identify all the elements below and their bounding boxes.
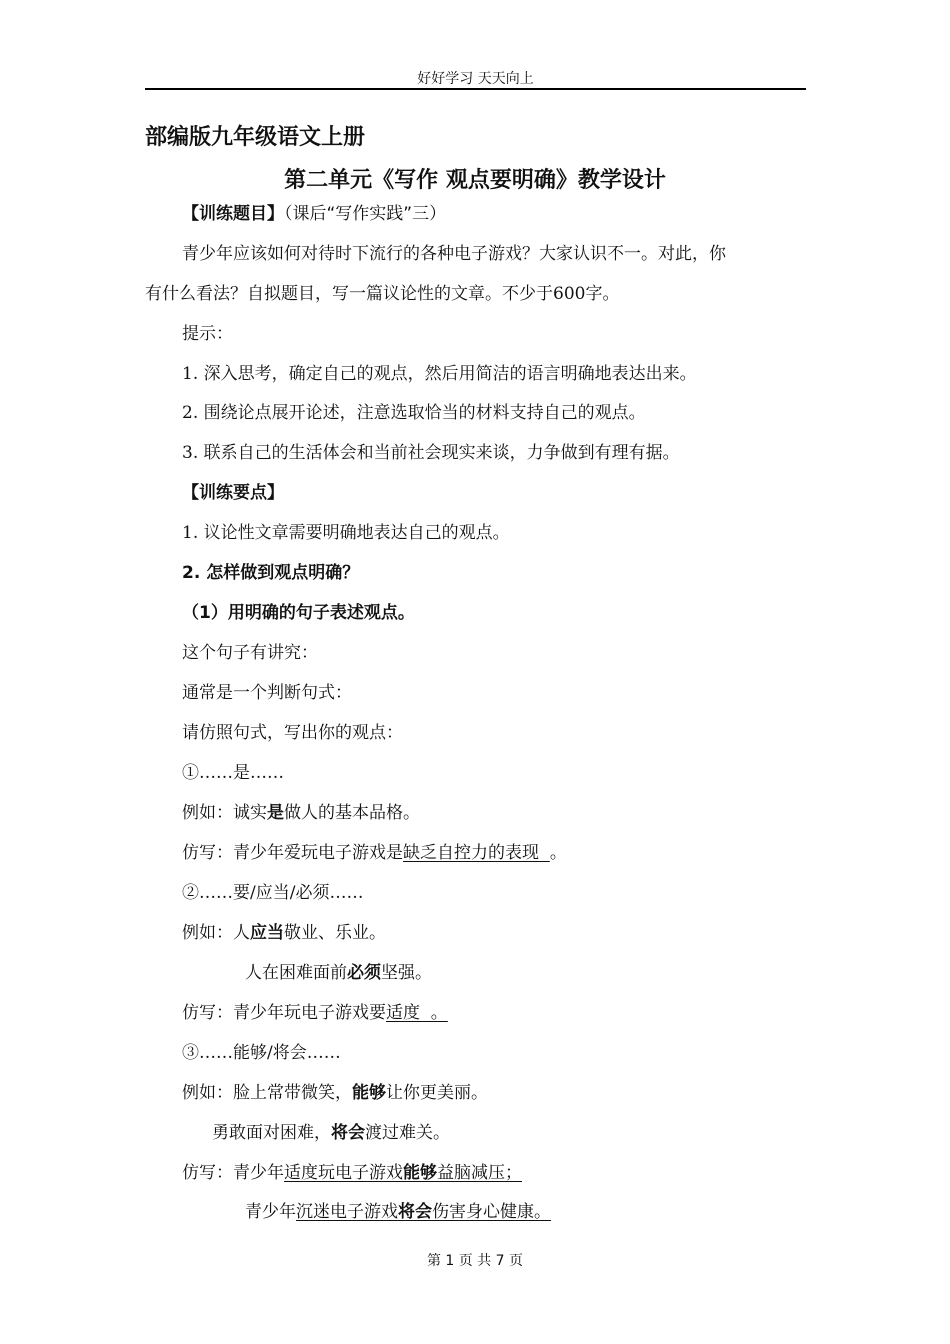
- text-span: 益脑减压；: [437, 1163, 522, 1183]
- text-span: 仿写：青少年爱玩电子游戏是: [182, 843, 403, 863]
- answer-blank: [284, 1163, 522, 1183]
- text-span: 仿写：青少年玩电子游戏要: [182, 1003, 386, 1023]
- keyword: 能够: [403, 1163, 437, 1183]
- keyword: 将会: [398, 1202, 432, 1222]
- text-span: 仿写：青少年: [182, 1163, 284, 1183]
- training-topic-source: （课后“写作实践”三）: [284, 204, 447, 224]
- header-rule: [145, 88, 806, 90]
- pattern-3-example-1: [182, 1082, 488, 1104]
- pattern-1-heading: ①……是……: [182, 763, 284, 783]
- text-span: 青少年: [245, 1202, 296, 1222]
- text-span: 例如：脸上常带微笑，: [182, 1083, 352, 1103]
- text-span: 人在困难面前: [245, 963, 347, 983]
- keyword: 应当: [250, 923, 284, 943]
- text-span: 。: [549, 843, 567, 863]
- answer-blank: [296, 1202, 551, 1222]
- text-line: 请仿照句式，写出你的观点：: [182, 723, 403, 743]
- point-1: 1. 议论性文章需要明确地表达自己的观点。: [182, 523, 510, 543]
- text-line: 通常是一个判断句式：: [182, 683, 352, 703]
- training-topic-heading: [182, 203, 446, 225]
- text-span: 做人的基本品格。: [284, 803, 420, 823]
- page-header: 好好学习 天天向上: [417, 71, 534, 87]
- pattern-2-example-1: [182, 922, 386, 944]
- text-span: 适度玩电子游戏: [284, 1163, 403, 1183]
- pattern-2-imitation: [182, 1002, 448, 1024]
- text-span: 例如：诚实: [182, 803, 267, 823]
- text-span: 例如：人: [182, 923, 250, 943]
- pattern-3-imitation-2: [245, 1201, 551, 1223]
- hint-item-3: 3. 联系自己的生活体会和当前社会现实来谈，力争做到有理有据。: [182, 443, 680, 463]
- answer-blank: 适度 。: [386, 1003, 448, 1023]
- training-topic-label: 【训练题目】: [182, 204, 284, 224]
- keyword: 是: [267, 803, 284, 823]
- text-span: 坚强。: [381, 963, 432, 983]
- topic-paragraph-line-1: 青少年应该如何对待时下流行的各种电子游戏？大家认识不一。对此，你: [182, 244, 726, 264]
- page-footer: 第 1 页 共 7 页: [426, 1253, 524, 1269]
- pattern-3-example-2: [212, 1122, 450, 1144]
- pattern-3-heading: ③……能够/将会……: [182, 1043, 341, 1063]
- answer-blank: 缺乏自控力的表现: [403, 843, 550, 863]
- pattern-1-example: [182, 802, 420, 824]
- pattern-2-heading: ②……要/应当/必须……: [182, 883, 364, 903]
- text-line: 这个句子有讲究：: [182, 643, 318, 663]
- text-span: 渡过难关。: [365, 1123, 450, 1143]
- keyword: 必须: [347, 963, 381, 983]
- pattern-2-example-2: [245, 962, 432, 984]
- text-span: 让你更美丽。: [386, 1083, 488, 1103]
- keyword: 能够: [352, 1083, 386, 1103]
- text-span: 勇敢面对困难，: [212, 1123, 331, 1143]
- hint-label: 提示：: [182, 324, 233, 344]
- text-span: 沉迷电子游戏: [296, 1202, 398, 1222]
- subpoint-1: （1）用明确的句子表述观点。: [182, 603, 415, 623]
- topic-paragraph-line-2: 有什么看法？自拟题目，写一篇议论性的文章。不少于600字。: [145, 284, 620, 304]
- text-span: 敬业、乐业。: [284, 923, 386, 943]
- text-span: 伤害身心健康。: [432, 1202, 551, 1222]
- pattern-3-imitation-1: [182, 1162, 522, 1184]
- document-title: 部编版九年级语文上册: [145, 125, 366, 150]
- training-points-heading: 【训练要点】: [182, 483, 284, 503]
- keyword: 将会: [331, 1123, 365, 1143]
- hint-item-2: 2. 围绕论点展开论述，注意选取恰当的材料支持自己的观点。: [182, 403, 646, 423]
- document-subtitle: 第二单元《写作 观点要明确》教学设计: [284, 168, 666, 193]
- hint-item-1: 1. 深入思考，确定自己的观点，然后用简洁的语言明确地表达出来。: [182, 364, 697, 384]
- point-2: 2. 怎样做到观点明确？: [182, 563, 360, 583]
- pattern-1-imitation: [182, 842, 567, 864]
